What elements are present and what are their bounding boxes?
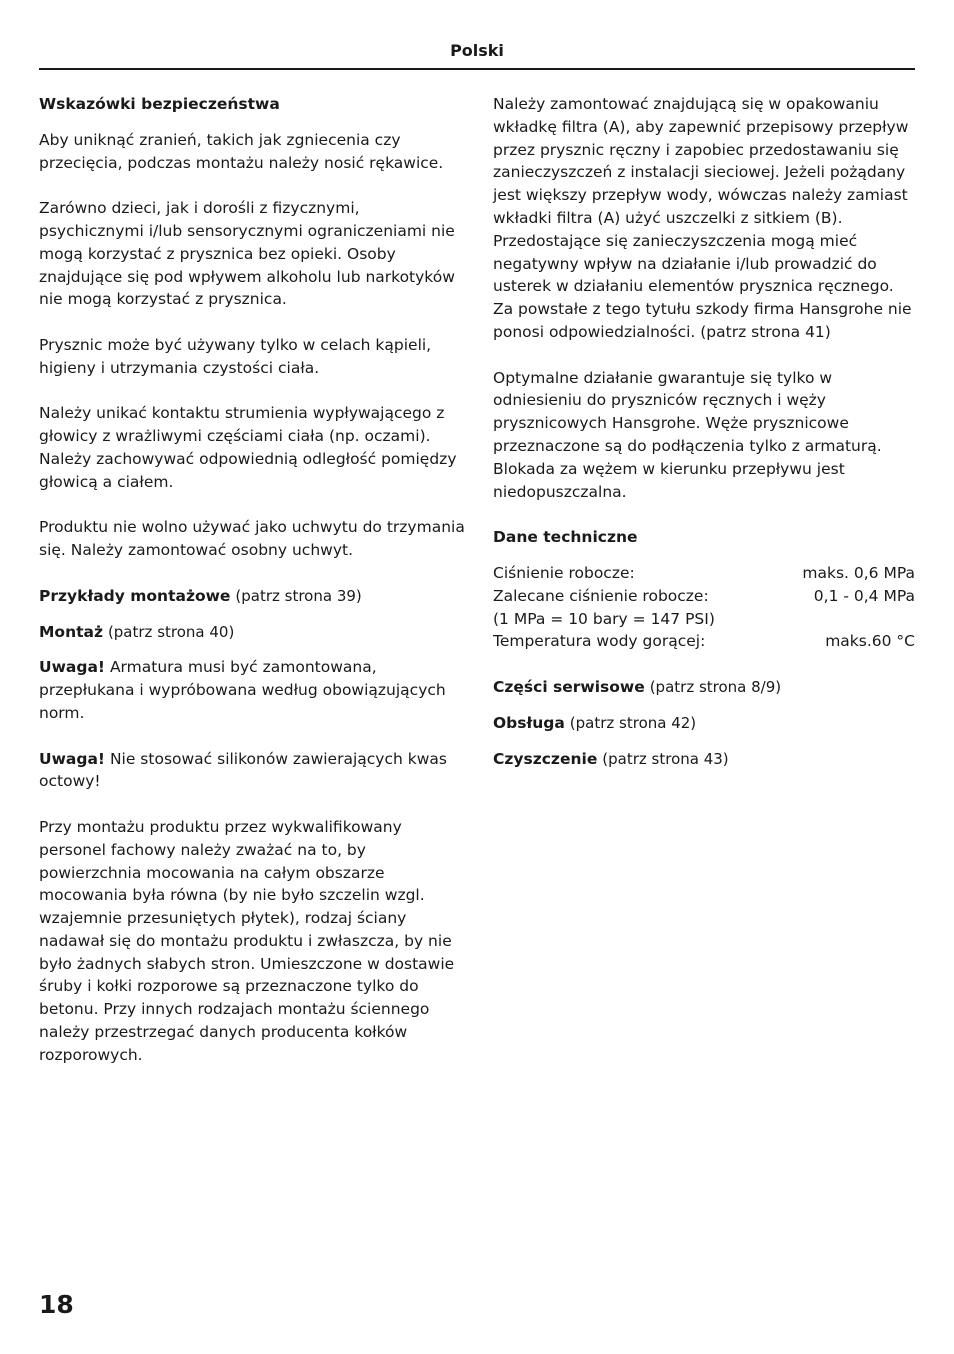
cleaning-label: Czyszczenie (493, 749, 598, 768)
assembly-line (39, 621, 467, 644)
warning-label: Uwaga! (39, 749, 105, 768)
tech-value: maks. 0,6 MPa (802, 563, 915, 582)
page-number: 18 (39, 1290, 74, 1319)
installation-paragraph: Przy montażu produktu przez wykwalifikowany personel fachowy należy zważać na to, by powierzchnia mocowania na całym obszarze mocowania była równa (by nie było szczelin wzgl. wzajemnie przesuniętych płytek), rodzaj ściany nadawał się do montażu produktu i zwłaszcza, by nie było żadnych słabych stron. Umieszczone w dostawie śruby i kołki rozporowe są przeznaczone tylko do betonu. Przy innych rodzajach montażu ściennego należy przestrzegać danych producenta kołków rozporowych. (39, 817, 455, 1064)
examples-page-ref: (patrz strona 39) (235, 586, 362, 605)
safety-paragraph-gloves: Aby uniknąć zranień, takich jak zgniecenia czy przecięcia, podczas montażu należy nosić rękawice. (39, 130, 444, 172)
tech-data-heading: Dane techniczne (493, 528, 638, 547)
warning-text: Nie stosować silikonów zawierających kwas octowy! (39, 749, 447, 791)
tech-label: Zalecane ciśnienie robocze: (493, 586, 709, 605)
tech-data-table (493, 562, 915, 653)
warning-text: Armatura musi być zamontowana, przepłukana i wypróbowana według obowiązujących norm. (39, 658, 446, 722)
cleaning-line (493, 748, 915, 771)
tech-value: 0,1 - 0,4 MPa (813, 586, 915, 605)
examples-label: Przykłady montażowe (39, 586, 231, 605)
tech-value: maks.60 °C (825, 632, 915, 651)
left-column (39, 93, 467, 1067)
safety-paragraph-eyes: Należy unikać kontaktu strumienia wypływającego z głowicy z wrażliwymi częściami ciała (np. oczami). Należy zachowywać odpowiednią odległość pomiędzy głowicą a ciałem. (39, 404, 457, 491)
tech-label: Temperatura wody gorącej: (493, 632, 706, 651)
assembly-page-ref: (patrz strona 40) (107, 622, 235, 641)
page-header-language: Polski (450, 41, 504, 60)
right-column (493, 93, 915, 770)
warning-label: Uwaga! (39, 658, 105, 677)
examples-line (39, 585, 467, 608)
tech-row-conversion: (1 MPa = 10 bary = 147 PSI) (493, 609, 715, 628)
tech-row-pressure (493, 562, 915, 585)
tech-label: Ciśnienie robocze: (493, 563, 635, 582)
service-parts-line (493, 676, 915, 699)
safety-paragraph-handle: Produktu nie wolno używać jako uchwytu do trzymania się. Należy zamontować osobny uchwyt. (39, 518, 465, 560)
filter-paragraph: Należy zamontować znajdującą się w opakowaniu wkładkę filtra (A), aby zapewnić przepisowy przepływ przez prysznic ręczny i zapobiec przedostawaniu się zanieczyszczeń z instalacji sieciowej. Jeżeli pożądany jest większy przepływ wody, wówczas należy zamiast wkładki filtra (A) użyć uszczelki z sitkiem (B). Przedostające się zanieczyszczenia mogą mieć negatywny wpływ na działanie i/lub prowadzić do usterek w działaniu elementów prysznica ręcznego. Za powstałe z tego tytułu szkody firma Hansgrohe nie ponosi odpowiedzialności. (patrz strona 41) (493, 95, 912, 341)
tech-row-recommended-pressure (493, 585, 915, 608)
operation-page-ref: (patrz strona 42) (569, 713, 697, 732)
cleaning-page-ref: (patrz strona 43) (602, 749, 729, 768)
header-divider (39, 68, 915, 70)
warning-silicone (39, 748, 467, 794)
service-parts-page-ref: (patrz strona 8/9) (649, 677, 782, 696)
operation-label: Obsługa (493, 713, 565, 732)
assembly-label: Montaż (39, 622, 103, 641)
safety-paragraph-supervision: Zarówno dzieci, jak i dorośli z fizycznymi, psychicznymi i/lub sensorycznymi ograniczeniami nie mogą korzystać z prysznica bez opieki. Osoby znajdujące się pod wpływem alkoholu lub narkotyków nie mogą korzystać z prysznica. (39, 199, 455, 309)
safety-heading: Wskazówki bezpieczeństwa (39, 95, 280, 113)
tech-row-temperature (493, 630, 915, 653)
warning-flush (39, 656, 467, 724)
optimal-function-paragraph: Optymalne działanie gwarantuje się tylko w odniesieniu do pryszniców ręcznych i węży prysznicowych Hansgrohe. Węże prysznicowe przeznaczone są do podłączenia tylko z armaturą. Blokada za wężem w kierunku przepływu jest niedopuszczalna. (493, 368, 882, 501)
service-parts-label: Części serwisowe (493, 677, 645, 696)
operation-line (493, 712, 915, 735)
safety-paragraph-usage: Prysznic może być używany tylko w celach kąpieli, higieny i utrzymania czystości ciała. (39, 335, 432, 377)
